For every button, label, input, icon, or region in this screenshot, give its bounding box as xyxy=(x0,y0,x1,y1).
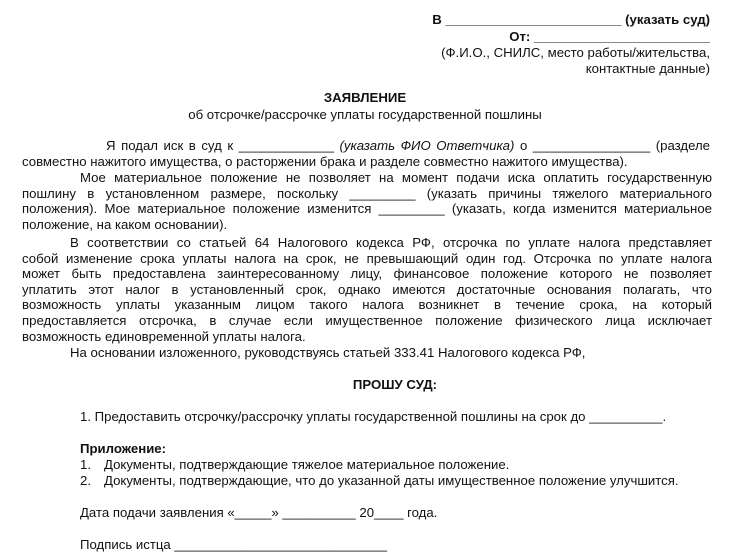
attachment-number: 1. xyxy=(80,457,91,472)
document-subtitle: об отсрочке/рассрочке уплаты государственной пошлины xyxy=(188,107,542,122)
tax-code-line-1: В соответствии со статьей 64 Налогового кодекса РФ, отсрочка по уплате налога представляет xyxy=(70,235,712,250)
claim-text-end: о ________________ (разделе xyxy=(514,138,711,153)
paragraph-financial-status xyxy=(22,170,712,232)
attachments-heading: Приложение: xyxy=(80,441,167,456)
claim-text-start: Я подал иск в суд к _____________ xyxy=(106,138,340,153)
claim-defendant-hint: (указать ФИО Ответчика) xyxy=(339,138,515,153)
financial-line-1: Мое материальное положение не позволяет на момент подачи иска оплатить государственную xyxy=(80,170,712,185)
tax-code-line-7: возможность единовременной уплаты налога. xyxy=(22,328,306,344)
court-line: В ________________________ (указать суд) xyxy=(432,12,710,27)
tax-code-line-6: предоставляется отсрочка, в случае если имущественное положение физического лица исключает xyxy=(22,312,712,328)
financial-line-3: положения). Мое материальное положение изменится _________ (указать, когда изменится материальное xyxy=(22,201,712,217)
attachment-text: Документы, подтверждающие тяжелое материальное положение. xyxy=(104,457,510,472)
paragraph-tax-code xyxy=(22,235,712,344)
attachment-item xyxy=(80,457,509,473)
tax-code-line-5: возможность уплаты указанным лицом такого налога возникнет в течение срока, на который xyxy=(22,297,712,313)
plea-heading: ПРОШУ СУД: xyxy=(352,377,438,392)
document-title: ЗАЯВЛЕНИЕ xyxy=(323,90,407,105)
filing-date-line: Дата подачи заявления «_____» __________ 20____ года. xyxy=(80,505,438,520)
attachment-text: Документы, подтверждающие, что до указанной даты имущественное положение улучшится. xyxy=(104,473,679,488)
tax-code-line-4: уплатить этот налог в установленный срок, однако имеются достаточные основания полагать, что xyxy=(22,281,712,297)
from-line: От: ________________________ xyxy=(509,29,710,44)
paragraph-conclusion: На основании изложенного, руководствуясь статьей 333.41 Налогового кодекса РФ, xyxy=(70,345,586,360)
attachment-number: 2. xyxy=(80,473,91,488)
financial-line-4: положение, на каком основании). xyxy=(22,216,228,232)
applicant-details-line-1: (Ф.И.О., СНИЛС, место работы/жительства, xyxy=(441,45,710,60)
paragraph-claim xyxy=(22,138,711,169)
signature-line: Подпись истца _____________________________ xyxy=(80,537,388,552)
request-item: 1. Предоставить отсрочку/рассрочку уплаты государственной пошлины на срок до __________. xyxy=(80,409,667,424)
paragraph-claim-line-1 xyxy=(80,138,710,154)
applicant-details-line-2: контактные данные) xyxy=(585,61,710,76)
tax-code-line-3: может быть предоставлена заинтересованному лицу, финансовое положение которого не позволяет xyxy=(22,266,712,282)
financial-line-2: пошлину в установленном размере, поскольку _________ (указать причины тяжелого материального xyxy=(22,185,712,201)
attachment-item xyxy=(80,473,679,489)
paragraph-claim-line-2: совместно нажитого имущества, о расторжении брака и разделе совместно нажитого имущества). xyxy=(22,153,628,169)
tax-code-line-2: собой изменение срока уплаты налога на срок, не превышающий один год. Отсрочка по уплате налога xyxy=(22,250,712,266)
